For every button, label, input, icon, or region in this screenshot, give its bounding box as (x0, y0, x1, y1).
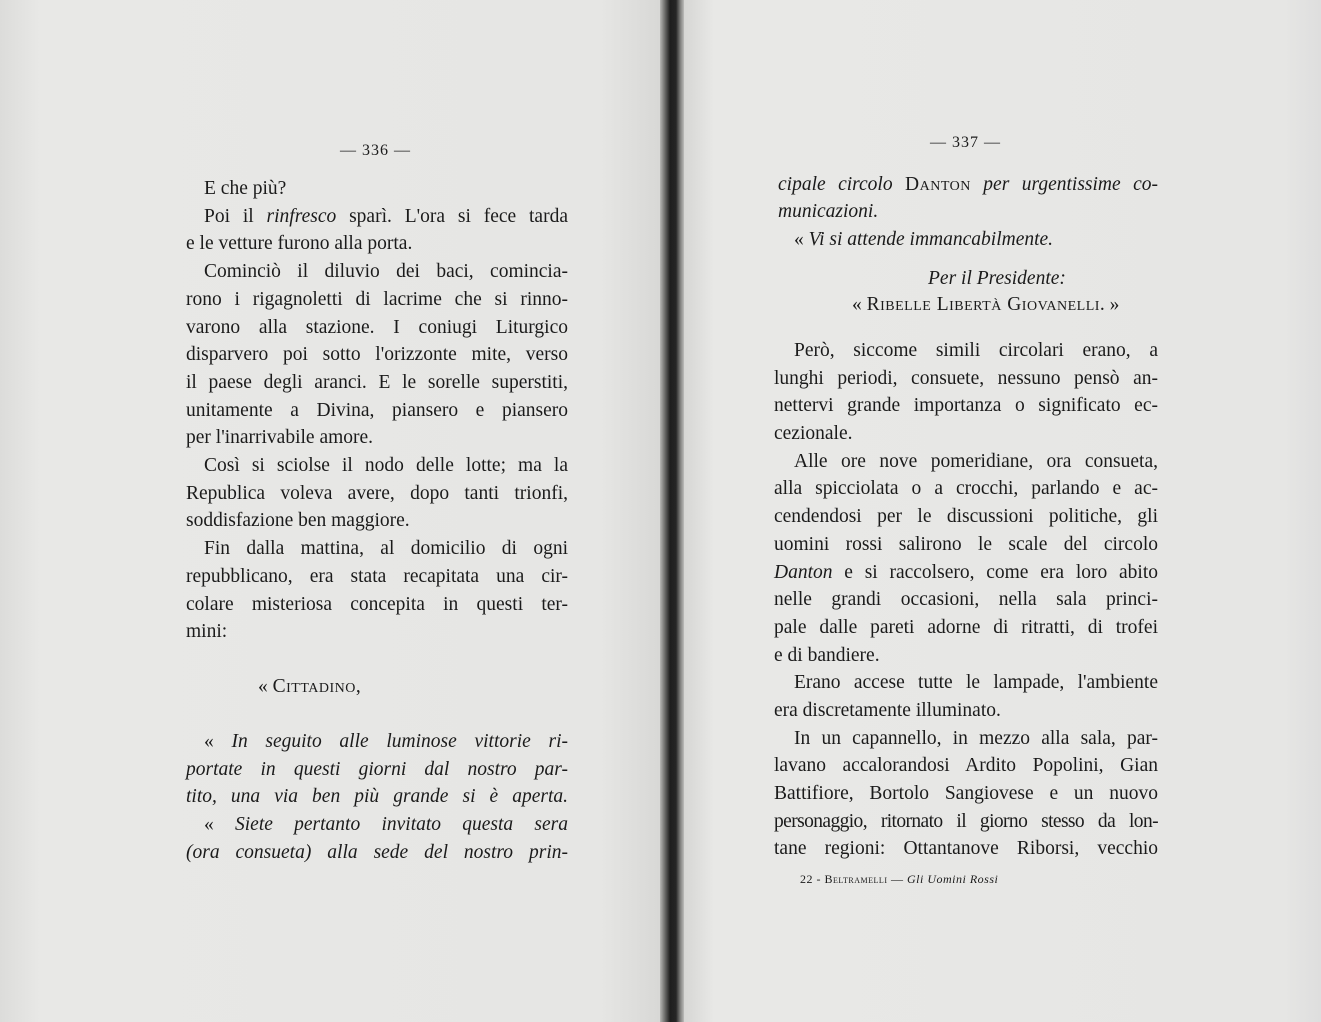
text-line: soddisfazione ben maggiore. (186, 510, 410, 531)
text-line: cendendosi per le discussioni politiche, gli (774, 506, 1158, 527)
text-line: e di bandiere. (774, 645, 880, 666)
text-line: lavano accalorandosi Ardito Popolini, Gian (774, 755, 1158, 776)
text-line: « Cittadino, (258, 676, 361, 697)
text-line: « Vi si attende immancabilmente. (794, 229, 1054, 250)
text-line: Battifiore, Bortolo Sangiovese e un nuovo (774, 783, 1158, 804)
right-page-number: — 337 — (930, 134, 1001, 151)
text-line: « Ribelle Libertà Giovanelli. » (852, 294, 1120, 315)
text-line: e le vetture furono alla porta. (186, 233, 413, 254)
text-line: Così si sciolse il nodo delle lotte; ma la (204, 455, 568, 476)
text-line: cezionale. (774, 423, 853, 444)
text-line: disparvero poi sotto l'orizzonte mite, verso (186, 344, 568, 365)
book-gutter (660, 0, 684, 1022)
text-line: era discretamente illuminato. (774, 700, 1001, 721)
text-line: E che più? (204, 178, 287, 199)
text-line: Danton e si raccolsero, come era loro abito (774, 562, 1158, 583)
text-line: pale dalle pareti adorne di ritratti, di trofei (774, 617, 1158, 638)
text-line: tito, una via ben più grande si è aperta. (186, 786, 568, 807)
text-line: personaggio, ritornato il giorno stesso da lon- (774, 811, 1158, 832)
text-line: Republica voleva avere, dopo tanti trionfi, (186, 483, 568, 504)
left-page (0, 0, 660, 1022)
text-line: « Siete pertanto invitato questa sera (204, 814, 569, 835)
page-footer: 22 - Beltramelli — Gli Uomini Rossi (800, 872, 999, 886)
text-line: Alle ore nove pomeridiane, ora consueta, (794, 451, 1158, 472)
text-line: mini: (186, 621, 228, 642)
text-line: varono alla stazione. I coniugi Liturgico (186, 317, 568, 338)
right-page (684, 0, 1321, 1022)
text-line: In un capannello, in mezzo alla sala, par- (794, 728, 1158, 749)
text-line: « In seguito alle luminose vittorie ri- (204, 731, 568, 752)
text-line: (ora consueta) alla sede del nostro prin- (186, 842, 568, 863)
text-line: cipale circolo Danton per urgentissime co- (778, 174, 1158, 195)
text-line: Cominciò il diluvio dei baci, comincia- (204, 261, 568, 282)
text-line: Fin dalla mattina, al domicilio di ogni (204, 538, 568, 559)
left-page-number: — 336 — (340, 142, 411, 159)
text-line: il paese degli aranci. E le sorelle superstiti, (186, 372, 568, 393)
text-line: uomini rossi salirono le scale del circolo (774, 534, 1158, 555)
text-line: Però, siccome simili circolari erano, a (794, 340, 1158, 361)
text-line: unitamente a Divina, piansero e piansero (186, 400, 568, 421)
text-line: lunghi periodi, consuete, nessuno pensò an- (774, 368, 1158, 389)
text-line: rono i rigagnoletti di lacrime che si rinno- (186, 289, 568, 310)
text-line: colare misteriosa concepita in questi ter- (186, 594, 568, 615)
text-line: Poi il rinfresco sparì. L'ora si fece tarda (204, 206, 568, 227)
text-line: per l'inarrivabile amore. (186, 427, 374, 448)
text-line: nettervi grande importanza o significato ec- (774, 395, 1158, 416)
text-line: portate in questi giorni dal nostro par- (186, 759, 568, 780)
text-line: Per il Presidente: (928, 268, 1066, 289)
text-line: tane regioni: Ottantanove Riborsi, vecchio (774, 838, 1158, 859)
text-line: alla spicciolata o a crocchi, parlando e ac- (774, 478, 1158, 499)
text-line: Erano accese tutte le lampade, l'ambiente (794, 672, 1158, 693)
text-line: municazioni. (778, 201, 879, 222)
text-line: nelle grandi occasioni, nella sala princi- (774, 589, 1158, 610)
text-line: repubblicano, era stata recapitata una cir- (186, 566, 568, 587)
